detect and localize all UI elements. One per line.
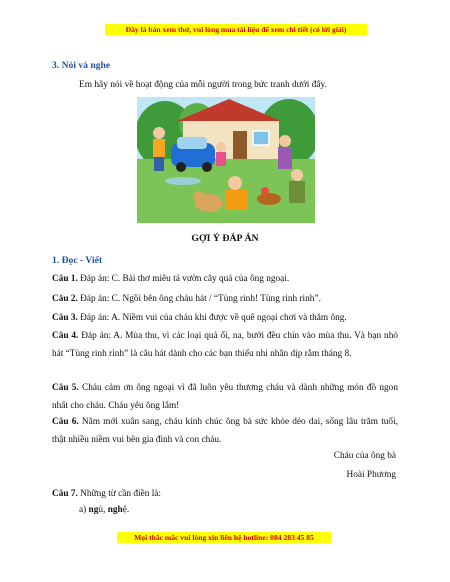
answer-q7: [52, 486, 398, 504]
kid-center-shirt: [225, 190, 247, 210]
q3-label: Câu 3.: [52, 313, 78, 323]
car-wheel-left: [176, 162, 186, 172]
q6-label: Câu 6.: [52, 417, 79, 427]
q7a-end: .: [126, 505, 130, 515]
grandma-dress: [278, 147, 292, 169]
section-3-instruction: Em hãy nói về hoạt động của mỗi người trong bức tranh dưới đây.: [79, 80, 327, 90]
q4-label: Câu 4.: [52, 331, 79, 341]
q7a-separator: ,: [103, 505, 108, 515]
q4-text: Đáp án: A. Mùa thu, vì các loại quả ổi, na, bưởi đều chín vào mùa thu. Và bạn nhỏ hát “Tùng rinh rinh” là câu hát dành cho các bạn thiếu nhi nhân dịp rằm tháng 8.: [52, 331, 398, 359]
house-door: [233, 131, 247, 161]
answer-guide-title: GỢI Ý ĐÁP ÁN: [191, 233, 259, 244]
answer-q4: [52, 328, 398, 363]
preview-notice-banner: Đây là bản xem thử, vui lòng mua tài liệu để xem chi tiết (có lời giải): [105, 24, 367, 35]
boy-head: [153, 127, 165, 139]
q5-text: Cháu cảm ơn ông ngoại vì đã luôn yêu thương cháu và dành những món đồ ngon nhất cho cháu. Cháu yêu ông lắm!: [52, 383, 398, 411]
girl-dress: [216, 152, 226, 166]
q2-label: Câu 2.: [52, 294, 78, 304]
q7a-word1-rest: ủ: [98, 505, 104, 515]
letter-signature-name: Hoài Phương: [346, 470, 396, 480]
q7a-word1-bold: ng: [88, 505, 99, 515]
dog-head: [193, 191, 205, 203]
answer-q6: [52, 414, 398, 449]
q6-text: Năm mới xuân sang, cháu kính chúc ông bà sức khỏe dẻo dai, sống lâu trăm tuổi, thật nhiều niềm vui bên gia đình và con cháu.: [52, 417, 398, 445]
kid-center-head: [228, 176, 242, 190]
answer-q5: [52, 380, 398, 415]
q1-text: Đáp án: C. Bài thơ miêu tả vườn cây quả của ông ngoại.: [77, 274, 290, 284]
boy-pants: [154, 157, 164, 171]
q7-label: Câu 7.: [52, 489, 78, 499]
letter-signoff: Cháu của ông bà: [333, 451, 396, 461]
flower: [261, 187, 269, 195]
flower-pot: [257, 193, 281, 205]
q5-label: Câu 5.: [52, 383, 79, 393]
water-puddle: [165, 177, 201, 185]
answer-q3: [52, 310, 398, 328]
hotline-banner: Mọi thắc mắc vui lòng xin liên hệ hotline: 084 283 45 85: [117, 532, 331, 543]
answer-q2: [52, 291, 398, 309]
house-window: [253, 131, 269, 145]
car-window: [177, 137, 207, 149]
q2-text: Đáp án: C. Ngồi bên ông cháu hát / “Tùng rinh! Tùng rinh rinh”.: [77, 294, 321, 304]
answer-q7-a: [79, 505, 129, 515]
grandpa-shirt: [289, 181, 305, 203]
grandma-head: [279, 135, 291, 147]
boy-shirt: [153, 139, 165, 157]
q7a-word2-bold: ngh: [107, 505, 123, 515]
section-3-title: 3. Nói và nghe: [52, 60, 111, 71]
q3-text: Đáp án: A. Niềm vui của cháu khi được về quê ngoại chơi và thăm ông.: [77, 313, 347, 323]
q1-label: Câu 1.: [52, 274, 78, 284]
section-1-title: 1. Đọc - Viết: [52, 255, 103, 266]
q7-text: Những từ cần điền là:: [77, 489, 161, 499]
grandpa-head: [291, 169, 303, 181]
car-wheel-right: [202, 162, 212, 172]
girl-head: [216, 142, 226, 152]
q7a-word2-rest: ệ: [122, 505, 127, 515]
q7a-prefix: a): [79, 505, 89, 515]
family-activities-illustration: [137, 97, 315, 223]
answer-q1: [52, 271, 398, 289]
